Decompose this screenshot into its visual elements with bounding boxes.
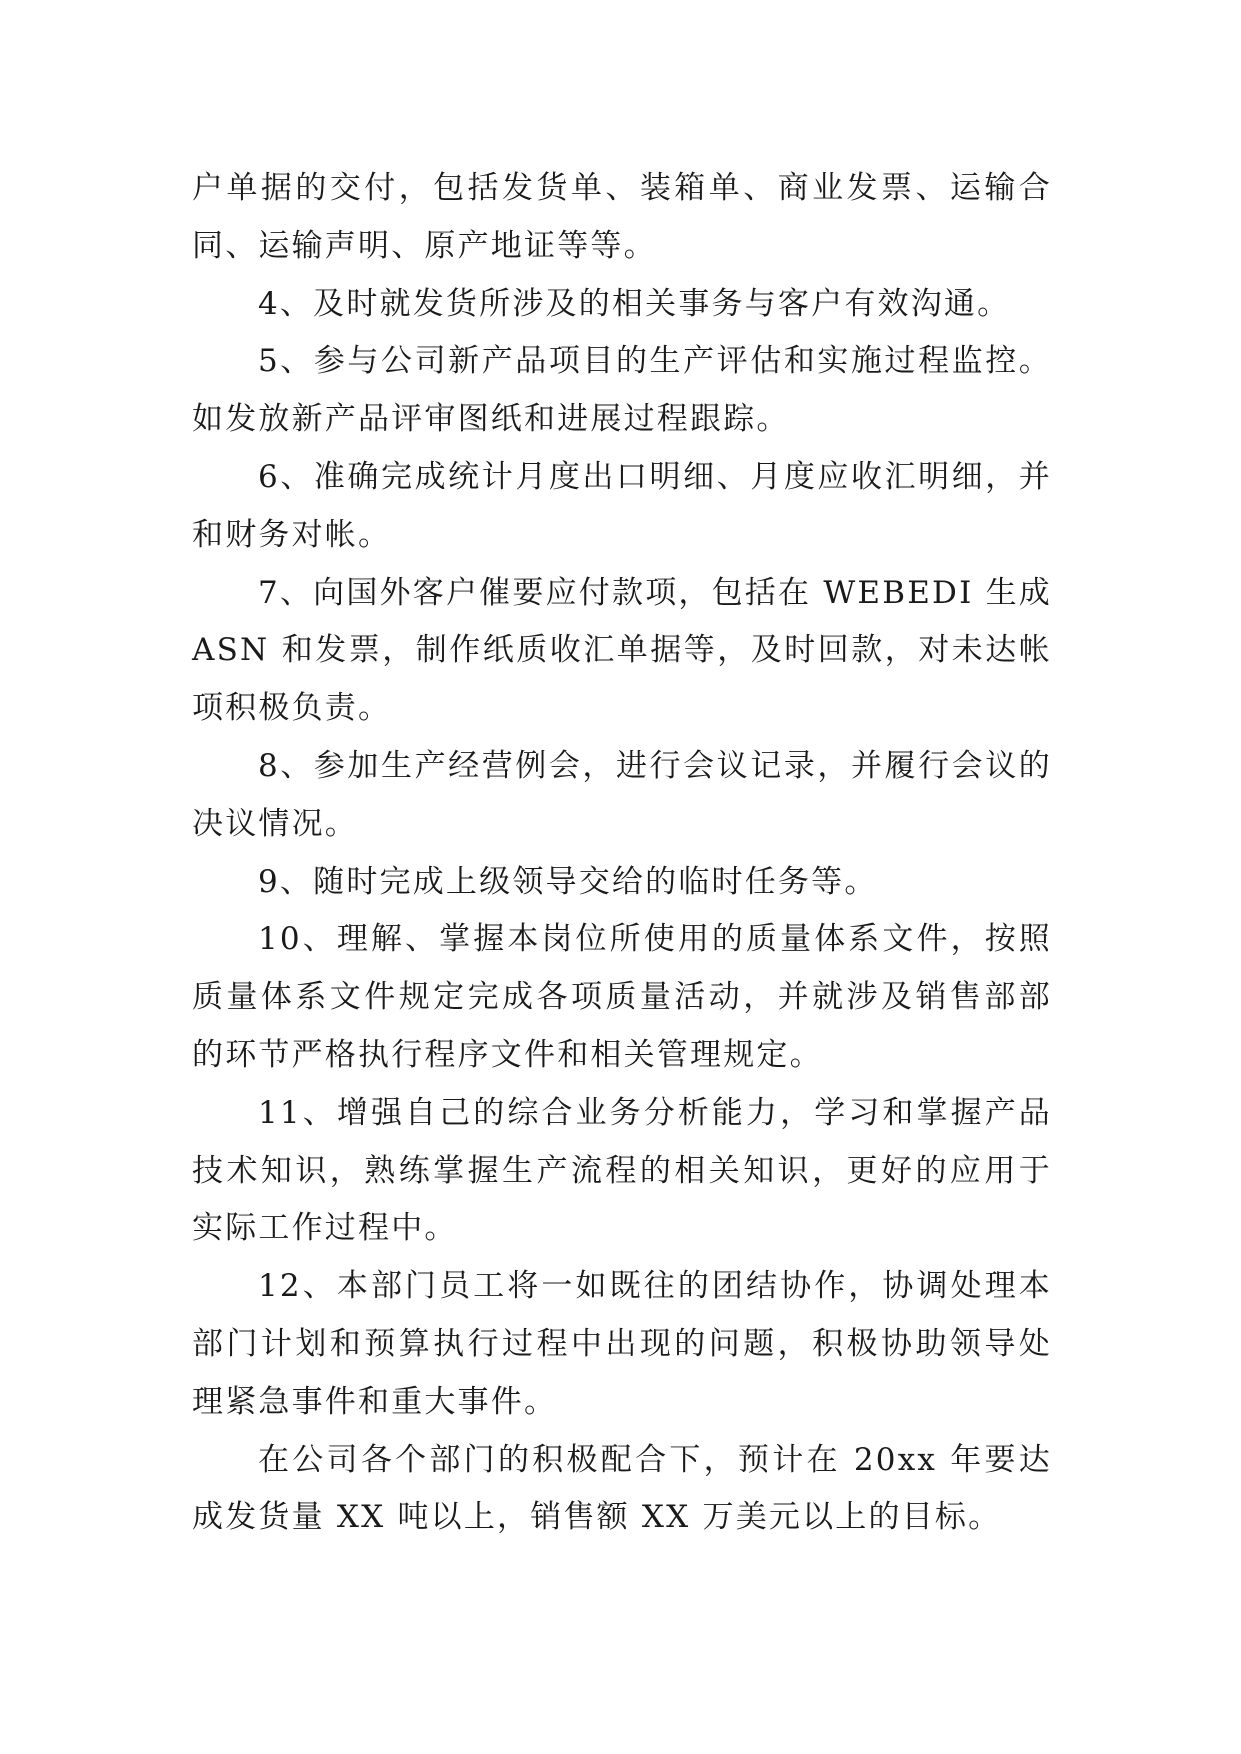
- paragraph-item-8: 8、参加生产经营例会，进行会议记录，并履行会议的决议情况。: [192, 747, 1052, 842]
- paragraph-item-9: 9、随时完成上级领导交给的临时任务等。: [258, 863, 878, 900]
- paragraph-item-12: 12、本部门员工将一如既往的团结协作，协调处理本部门计划和预算执行过程中出现的问题，积极协助领导处理紧急事件和重大事件。: [192, 1268, 1052, 1420]
- paragraph-item-10: 10、理解、掌握本岗位所使用的质量体系文件，按照质量体系文件规定完成各项质量活动，并就涉及销售部部的环节严格执行程序文件和相关管理规定。: [192, 921, 1052, 1073]
- paragraph-item-11: 11、增强自己的综合业务分析能力，学习和掌握产品技术知识，熟练掌握生产流程的相关知识，更好的应用于实际工作过程中。: [192, 1094, 1052, 1247]
- paragraph-continuation: 户单据的交付，包括发货单、装箱单、商业发票、运输合同、运输声明、原产地证等等。: [192, 170, 1052, 264]
- paragraph-item-4: 4、及时就发货所涉及的相关事务与客户有效沟通。: [258, 285, 1011, 322]
- paragraph-item-7: 7、向国外客户催要应付款项，包括在 WEBEDI 生成 ASN 和发票，制作纸质收汇单据等，及时回款，对未达帐项积极负责。: [192, 574, 1052, 727]
- paragraph-item-6: 6、准确完成统计月度出口明细、月度应收汇明细，并和财务对帐。: [192, 458, 1052, 553]
- document-body: [192, 160, 1052, 1547]
- paragraph-item-5: 5、参与公司新产品项目的生产评估和实施过程监控。如发放新产品评审图纸和进展过程跟踪。: [192, 343, 1052, 438]
- paragraph-closing-target: 在公司各个部门的积极配合下，预计在 20xx 年要达成发货量 XX 吨以上，销售额 XX 万美元以上的目标。: [192, 1441, 1052, 1536]
